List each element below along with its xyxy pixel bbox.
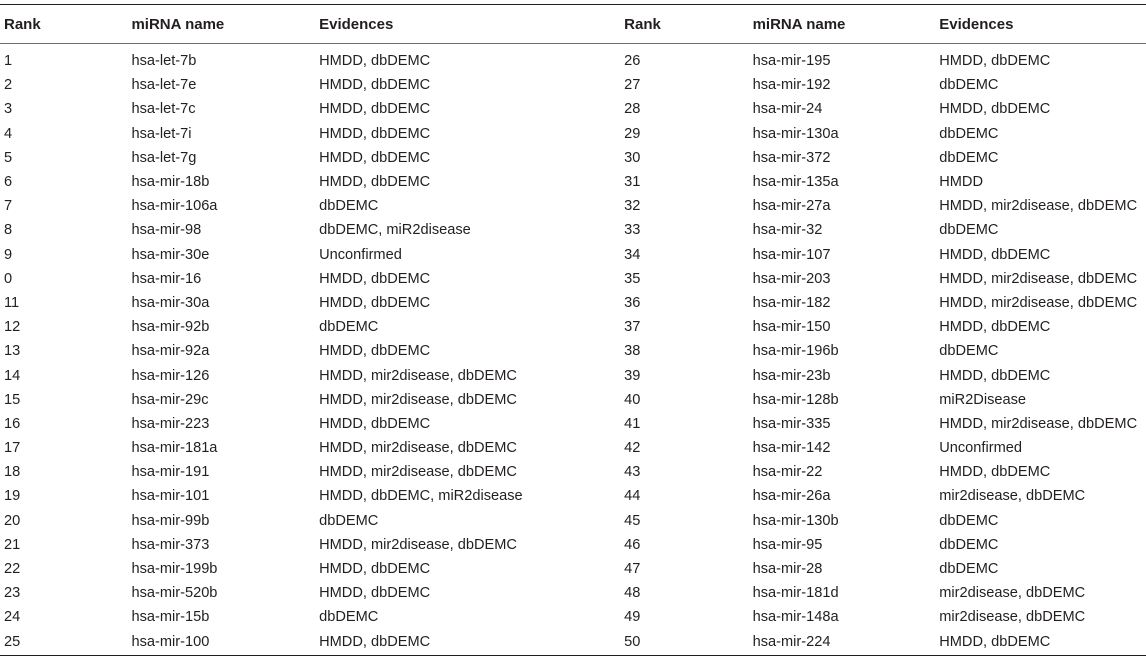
rank-cell-left: 19 bbox=[4, 488, 21, 505]
rank-cell-right: 27 bbox=[624, 77, 641, 94]
rank-cell-left: 25 bbox=[4, 633, 21, 650]
mirna-name-cell-right: hsa-mir-142 bbox=[752, 440, 831, 457]
evidences-cell-right: HMDD, dbDEMC bbox=[939, 633, 1051, 650]
mirna-name-cell-right: hsa-mir-107 bbox=[752, 246, 831, 263]
rank-cell-right: 38 bbox=[624, 343, 641, 360]
evidences-cell-left: HMDD, dbDEMC bbox=[319, 77, 431, 94]
rank-cell-left: 0 bbox=[4, 270, 13, 287]
header-mirna-name-left: miRNA name bbox=[131, 15, 225, 33]
table-row bbox=[0, 97, 1146, 121]
mirna-name-cell-left: hsa-mir-30e bbox=[131, 246, 210, 263]
mirna-name-cell-left: hsa-mir-181a bbox=[131, 440, 218, 457]
evidences-cell-left: HMDD, dbDEMC bbox=[319, 561, 431, 578]
mirna-name-cell-right: hsa-mir-148a bbox=[752, 609, 839, 626]
rank-cell-left: 24 bbox=[4, 609, 21, 626]
table-row bbox=[0, 412, 1146, 436]
evidences-cell-right: dbDEMC bbox=[939, 77, 999, 94]
mirna-name-cell-left: hsa-mir-373 bbox=[131, 536, 210, 553]
rank-cell-left: 11 bbox=[4, 294, 20, 311]
rank-cell-right: 44 bbox=[624, 488, 641, 505]
mirna-name-cell-right: hsa-mir-24 bbox=[752, 101, 823, 118]
evidences-cell-right: HMDD, dbDEMC bbox=[939, 246, 1051, 263]
rank-cell-right: 35 bbox=[624, 270, 641, 287]
mirna-name-cell-right: hsa-mir-26a bbox=[752, 488, 831, 505]
evidences-cell-left: HMDD, dbDEMC bbox=[319, 415, 431, 432]
table-bottom-rule bbox=[0, 655, 1146, 656]
evidences-cell-left: HMDD, dbDEMC bbox=[319, 270, 431, 287]
rank-cell-left: 13 bbox=[4, 343, 21, 360]
mirna-name-cell-right: hsa-mir-181d bbox=[752, 585, 839, 602]
evidences-cell-left: HMDD, dbDEMC bbox=[319, 294, 431, 311]
evidences-cell-left: dbDEMC bbox=[319, 512, 379, 529]
evidences-cell-right: mir2disease, dbDEMC bbox=[939, 488, 1086, 505]
mirna-name-cell-right: hsa-mir-32 bbox=[752, 222, 823, 239]
mirna-name-cell-left: hsa-let-7b bbox=[131, 53, 197, 70]
evidences-cell-left: dbDEMC, miR2disease bbox=[319, 222, 471, 239]
rank-cell-right: 48 bbox=[624, 585, 641, 602]
mirna-name-cell-right: hsa-mir-195 bbox=[752, 53, 831, 70]
table-row bbox=[0, 388, 1146, 412]
rank-cell-right: 47 bbox=[624, 561, 641, 578]
mirna-name-cell-left: hsa-mir-199b bbox=[131, 561, 218, 578]
table-row bbox=[0, 315, 1146, 339]
mirna-name-cell-left: hsa-mir-223 bbox=[131, 415, 210, 432]
mirna-name-cell-left: hsa-mir-98 bbox=[131, 222, 202, 239]
evidences-cell-left: HMDD, mir2disease, dbDEMC bbox=[319, 464, 517, 481]
rank-cell-left: 20 bbox=[4, 512, 21, 529]
mirna-name-cell-right: hsa-mir-150 bbox=[752, 319, 831, 336]
evidences-cell-right: miR2Disease bbox=[939, 391, 1027, 408]
rank-cell-left: 3 bbox=[4, 101, 13, 118]
rank-cell-right: 45 bbox=[624, 512, 641, 529]
mirna-name-cell-right: hsa-mir-27a bbox=[752, 198, 831, 215]
mirna-name-cell-left: hsa-let-7g bbox=[131, 149, 197, 166]
mirna-name-cell-right: hsa-mir-95 bbox=[752, 536, 823, 553]
table-body bbox=[0, 43, 1146, 654]
evidences-cell-left: HMDD, dbDEMC bbox=[319, 633, 431, 650]
rank-cell-left: 18 bbox=[4, 464, 21, 481]
evidences-cell-right: HMDD, dbDEMC bbox=[939, 464, 1051, 481]
mirna-name-cell-right: hsa-mir-23b bbox=[752, 367, 831, 384]
evidences-cell-left: HMDD, dbDEMC bbox=[319, 53, 431, 70]
evidences-cell-left: dbDEMC bbox=[319, 198, 379, 215]
header-rank-right: Rank bbox=[624, 15, 661, 33]
mirna-name-cell-left: hsa-mir-92a bbox=[131, 343, 210, 360]
rank-cell-right: 46 bbox=[624, 536, 641, 553]
evidences-cell-right: mir2disease, dbDEMC bbox=[939, 585, 1086, 602]
table-row bbox=[0, 43, 1146, 73]
table-row bbox=[0, 194, 1146, 218]
evidences-cell-right: HMDD, dbDEMC bbox=[939, 319, 1051, 336]
rank-cell-left: 7 bbox=[4, 198, 13, 215]
rank-cell-right: 33 bbox=[624, 222, 641, 239]
evidences-cell-left: dbDEMC bbox=[319, 609, 379, 626]
evidences-cell-right: HMDD, mir2disease, dbDEMC bbox=[939, 270, 1138, 287]
table-row bbox=[0, 243, 1146, 267]
evidences-cell-right: HMDD, dbDEMC bbox=[939, 367, 1051, 384]
evidences-cell-left: HMDD, dbDEMC bbox=[319, 174, 431, 191]
table-row bbox=[0, 533, 1146, 557]
mirna-name-cell-right: hsa-mir-335 bbox=[752, 415, 831, 432]
evidences-cell-right: HMDD bbox=[939, 174, 984, 191]
mirna-name-cell-right: hsa-mir-192 bbox=[752, 77, 831, 94]
mirna-name-cell-right: hsa-mir-224 bbox=[752, 633, 831, 650]
table-row bbox=[0, 218, 1146, 242]
evidences-cell-left: HMDD, dbDEMC bbox=[319, 101, 431, 118]
evidences-cell-right: mir2disease, dbDEMC bbox=[939, 609, 1086, 626]
evidences-cell-left: HMDD, mir2disease, dbDEMC bbox=[319, 367, 517, 384]
rank-cell-right: 31 bbox=[624, 174, 641, 191]
rank-cell-right: 41 bbox=[624, 415, 641, 432]
rank-cell-left: 6 bbox=[4, 174, 13, 191]
table-row bbox=[0, 363, 1146, 387]
rank-cell-left: 9 bbox=[4, 246, 13, 263]
table-row bbox=[0, 146, 1146, 170]
rank-cell-left: 14 bbox=[4, 367, 21, 384]
rank-cell-left: 21 bbox=[4, 536, 21, 553]
rank-cell-right: 28 bbox=[624, 101, 641, 118]
table-row bbox=[0, 557, 1146, 581]
mirna-name-cell-left: hsa-mir-106a bbox=[131, 198, 218, 215]
mirna-name-cell-left: hsa-mir-126 bbox=[131, 367, 210, 384]
rank-cell-right: 26 bbox=[624, 53, 641, 70]
rank-cell-right: 36 bbox=[624, 294, 641, 311]
evidences-cell-left: HMDD, mir2disease, dbDEMC bbox=[319, 536, 517, 553]
evidences-cell-right: dbDEMC bbox=[939, 222, 999, 239]
mirna-name-cell-left: hsa-mir-92b bbox=[131, 319, 210, 336]
rank-cell-left: 4 bbox=[4, 125, 13, 142]
header-evidences-right: Evidences bbox=[939, 15, 1014, 33]
rank-cell-right: 40 bbox=[624, 391, 641, 408]
mirna-name-cell-right: hsa-mir-196b bbox=[752, 343, 839, 360]
mirna-name-cell-right: hsa-mir-130a bbox=[752, 125, 839, 142]
header-rank-left: Rank bbox=[4, 15, 41, 33]
table-row bbox=[0, 436, 1146, 460]
header-evidences-left: Evidences bbox=[319, 15, 394, 33]
mirna-name-cell-left: hsa-let-7i bbox=[131, 125, 192, 142]
mirna-name-cell-left: hsa-let-7e bbox=[131, 77, 197, 94]
mirna-name-cell-left: hsa-mir-30a bbox=[131, 294, 210, 311]
mirna-name-cell-right: hsa-mir-128b bbox=[752, 391, 839, 408]
mirna-name-cell-left: hsa-mir-99b bbox=[131, 512, 210, 529]
table-row bbox=[0, 605, 1146, 629]
table-row bbox=[0, 339, 1146, 363]
mirna-name-cell-left: hsa-mir-100 bbox=[131, 633, 210, 650]
mirna-name-cell-right: hsa-mir-372 bbox=[752, 149, 831, 166]
rank-cell-right: 32 bbox=[624, 198, 641, 215]
evidences-cell-left: HMDD, dbDEMC, miR2disease bbox=[319, 488, 523, 505]
mirna-name-cell-left: hsa-let-7c bbox=[131, 101, 196, 118]
rank-cell-left: 5 bbox=[4, 149, 13, 166]
rank-cell-left: 15 bbox=[4, 391, 21, 408]
table-row bbox=[0, 122, 1146, 146]
evidences-cell-left: HMDD, dbDEMC bbox=[319, 149, 431, 166]
table-row bbox=[0, 509, 1146, 533]
header-mirna-name-right: miRNA name bbox=[752, 15, 846, 33]
rank-cell-left: 16 bbox=[4, 415, 21, 432]
evidences-cell-left: Unconfirmed bbox=[319, 246, 402, 263]
evidences-cell-right: dbDEMC bbox=[939, 512, 999, 529]
table-row bbox=[0, 460, 1146, 484]
evidences-cell-right: HMDD, dbDEMC bbox=[939, 101, 1051, 118]
table-row bbox=[0, 73, 1146, 97]
rank-cell-right: 34 bbox=[624, 246, 641, 263]
mirna-name-cell-right: hsa-mir-203 bbox=[752, 270, 831, 287]
rank-cell-right: 42 bbox=[624, 440, 641, 457]
mirna-name-cell-left: hsa-mir-15b bbox=[131, 609, 210, 626]
table-row bbox=[0, 267, 1146, 291]
evidences-cell-right: dbDEMC bbox=[939, 149, 999, 166]
evidences-cell-left: HMDD, dbDEMC bbox=[319, 343, 431, 360]
evidences-cell-right: dbDEMC bbox=[939, 125, 999, 142]
table-row bbox=[0, 630, 1146, 654]
rank-cell-right: 30 bbox=[624, 149, 641, 166]
rank-cell-right: 49 bbox=[624, 609, 641, 626]
evidences-cell-right: dbDEMC bbox=[939, 343, 999, 360]
evidences-cell-left: HMDD, dbDEMC bbox=[319, 125, 431, 142]
rank-cell-left: 17 bbox=[4, 440, 21, 457]
mirna-name-cell-left: hsa-mir-29c bbox=[131, 391, 209, 408]
mirna-name-cell-right: hsa-mir-135a bbox=[752, 174, 839, 191]
header-row bbox=[0, 5, 1146, 43]
mirna-name-cell-left: hsa-mir-101 bbox=[131, 488, 210, 505]
rank-cell-right: 50 bbox=[624, 633, 641, 650]
evidences-cell-left: HMDD, mir2disease, dbDEMC bbox=[319, 440, 517, 457]
evidences-cell-right: HMDD, dbDEMC bbox=[939, 53, 1051, 70]
evidences-cell-right: dbDEMC bbox=[939, 536, 999, 553]
table-row bbox=[0, 484, 1146, 508]
rank-cell-left: 1 bbox=[4, 53, 13, 70]
mirna-name-cell-right: hsa-mir-22 bbox=[752, 464, 823, 481]
rank-cell-left: 22 bbox=[4, 561, 21, 578]
table-row bbox=[0, 170, 1146, 194]
table-header bbox=[0, 5, 1146, 43]
evidences-cell-right: Unconfirmed bbox=[939, 440, 1022, 457]
evidences-cell-right: dbDEMC bbox=[939, 561, 999, 578]
mirna-name-cell-right: hsa-mir-28 bbox=[752, 561, 823, 578]
rank-cell-left: 2 bbox=[4, 77, 13, 94]
evidences-cell-right: HMDD, mir2disease, dbDEMC bbox=[939, 294, 1138, 311]
mirna-name-cell-right: hsa-mir-182 bbox=[752, 294, 831, 311]
mirna-name-cell-left: hsa-mir-191 bbox=[131, 464, 210, 481]
rank-cell-right: 37 bbox=[624, 319, 641, 336]
evidences-cell-left: HMDD, dbDEMC bbox=[319, 585, 431, 602]
evidences-cell-left: HMDD, mir2disease, dbDEMC bbox=[319, 391, 517, 408]
table-row bbox=[0, 581, 1146, 605]
rank-cell-left: 12 bbox=[4, 319, 21, 336]
evidences-cell-right: HMDD, mir2disease, dbDEMC bbox=[939, 415, 1138, 432]
rank-cell-right: 43 bbox=[624, 464, 641, 481]
mirna-name-cell-left: hsa-mir-18b bbox=[131, 174, 210, 191]
mirna-name-cell-right: hsa-mir-130b bbox=[752, 512, 839, 529]
data-table bbox=[0, 5, 1146, 654]
evidences-cell-right: HMDD, mir2disease, dbDEMC bbox=[939, 198, 1138, 215]
table-row bbox=[0, 291, 1146, 315]
rank-cell-left: 23 bbox=[4, 585, 21, 602]
mirna-name-cell-left: hsa-mir-520b bbox=[131, 585, 218, 602]
mirna-name-cell-left: hsa-mir-16 bbox=[131, 270, 202, 287]
rank-cell-right: 29 bbox=[624, 125, 641, 142]
rank-cell-left: 8 bbox=[4, 222, 13, 239]
evidences-cell-left: dbDEMC bbox=[319, 319, 379, 336]
rank-cell-right: 39 bbox=[624, 367, 641, 384]
